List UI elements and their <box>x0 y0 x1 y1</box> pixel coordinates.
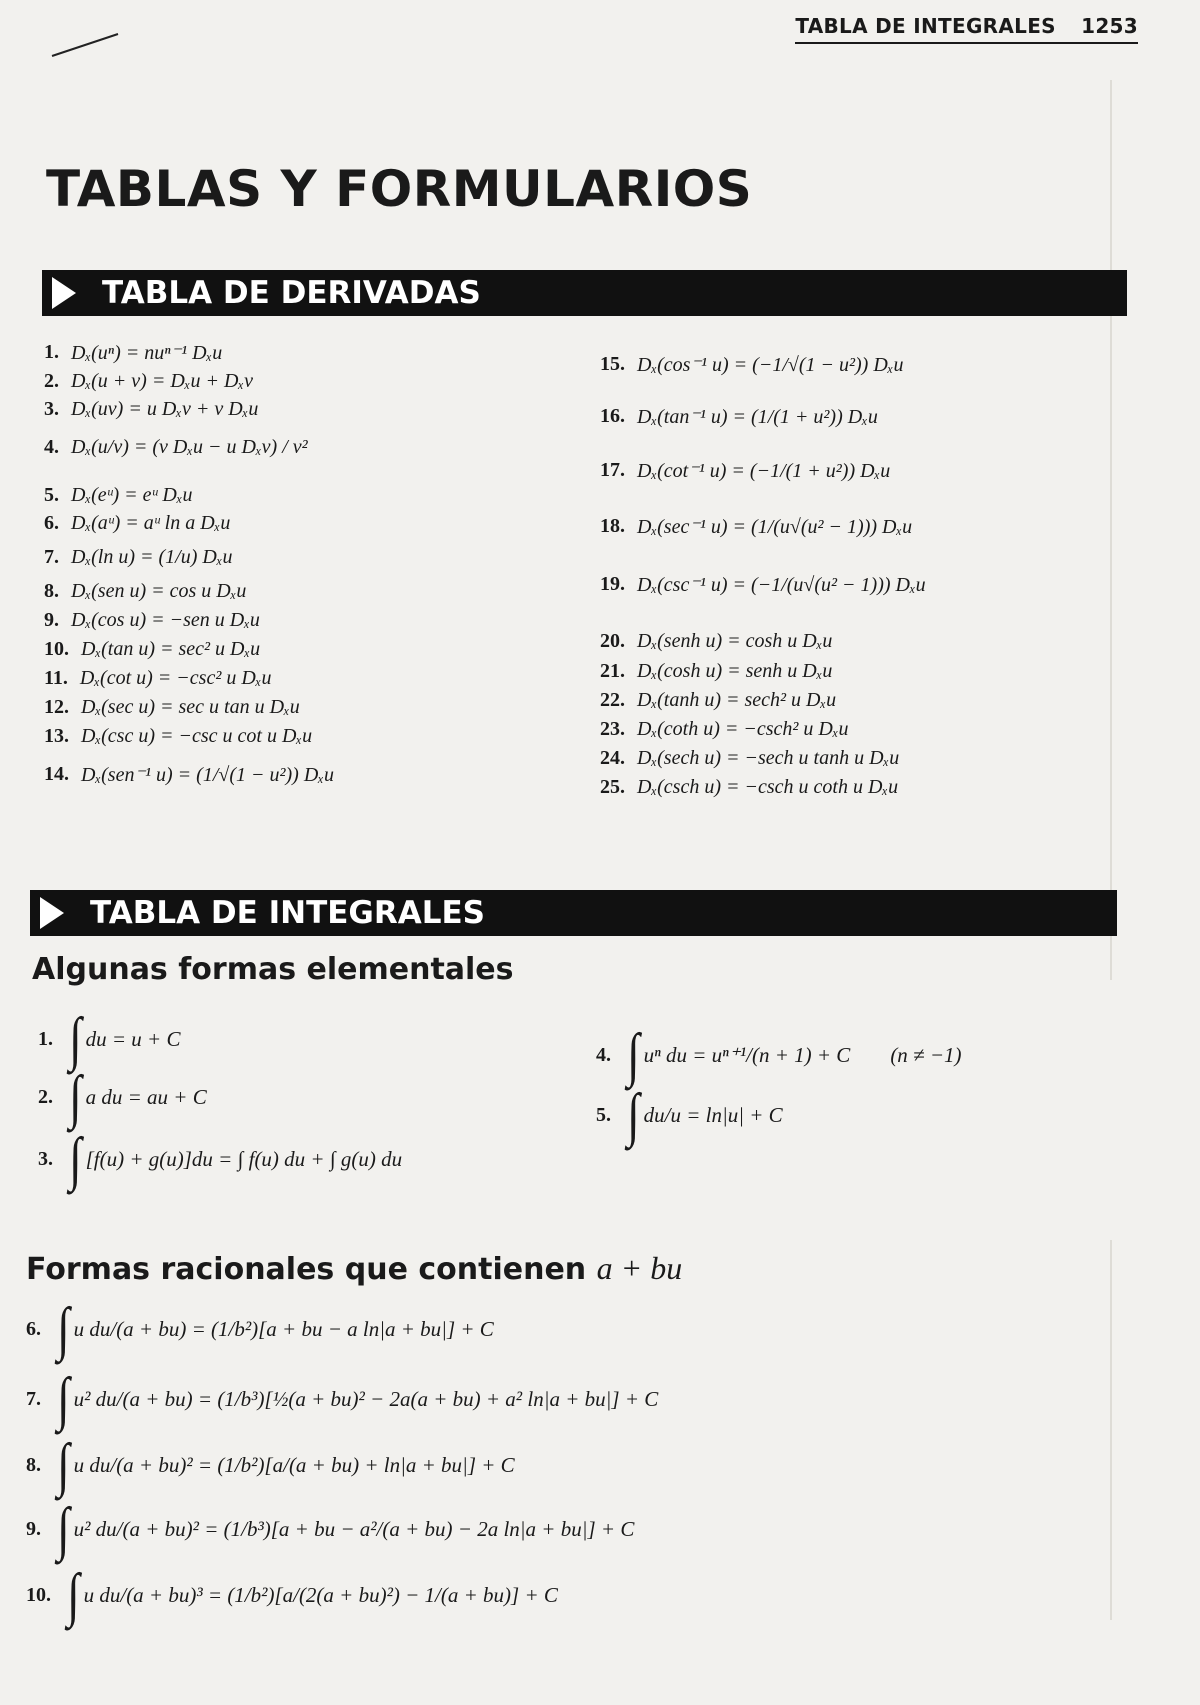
integral-sign-icon: ∫ <box>69 1063 82 1130</box>
arrow-icon <box>40 897 64 929</box>
formula-expression: a du = au + C <box>85 1084 207 1109</box>
formula-number: 1. <box>38 1027 53 1050</box>
formula-number: 22. <box>600 689 625 711</box>
formula-expression: Dₓ(csc⁻¹ u) = (−1/(u√(u² − 1))) Dₓu <box>637 574 926 596</box>
formula-number: 3. <box>44 398 59 420</box>
formula-expression: Dₓ(eᵘ) = eᵘ Dₓu <box>71 484 193 506</box>
formula-expression: Dₓ(sech u) = −sech u tanh u Dₓu <box>637 747 900 769</box>
derivative-formula <box>44 512 230 535</box>
formula-expression: Dₓ(csch u) = −csch u coth u Dₓu <box>637 776 899 798</box>
derivative-formula <box>600 352 903 377</box>
section-title-integrals: TABLA DE INTEGRALES <box>90 895 485 931</box>
derivative-formula <box>44 398 258 421</box>
formula-expression: u² du/(a + bu)² = (1/b³)[a + bu − a²/(a + bu) − 2a ln|a + bu|] + C <box>73 1516 635 1541</box>
formula-expression: Dₓ(sen u) = cos u Dₓu <box>71 580 247 602</box>
derivative-formula <box>44 340 222 365</box>
formula-expression: du = u + C <box>85 1026 181 1051</box>
derivative-formula <box>44 638 260 661</box>
formula-number: 16. <box>600 405 625 427</box>
formula-expression: Dₓ(cot⁻¹ u) = (−1/(1 + u²)) Dₓu <box>637 460 891 482</box>
formula-number: 5. <box>596 1103 611 1126</box>
derivative-formula <box>44 580 246 603</box>
derivative-formula <box>44 696 300 719</box>
formula-expression: Dₓ(cos⁻¹ u) = (−1/√(1 − u²)) Dₓu <box>637 354 904 376</box>
formula-number: 10. <box>26 1583 51 1606</box>
formula-expression: Dₓ(sec⁻¹ u) = (1/(u√(u² − 1))) Dₓu <box>637 516 913 538</box>
formula-expression: u² du/(a + bu) = (1/b³)[½(a + bu)² − 2a(a + bu) + a² ln|a + bu|] + C <box>73 1386 659 1411</box>
integral-sign-icon: ∫ <box>57 1495 70 1562</box>
formula-number: 8. <box>44 580 59 602</box>
show-through-text <box>50 80 62 120</box>
formula-number: 21. <box>600 660 625 682</box>
formula-condition: (n ≠ −1) <box>890 1042 962 1067</box>
derivative-formula <box>44 484 193 507</box>
pen-mark <box>50 30 120 58</box>
integral-sign-icon: ∫ <box>627 1021 640 1088</box>
formula-expression: Dₓ(cot u) = −csc² u Dₓu <box>79 667 272 689</box>
formula-expression: Dₓ(ln u) = (1/u) Dₓu <box>71 546 233 568</box>
formula-number: 23. <box>600 718 625 740</box>
formula-number: 2. <box>44 370 59 392</box>
formula-number: 15. <box>600 353 625 375</box>
formula-expression: Dₓ(sec u) = sec u tan u Dₓu <box>81 696 300 718</box>
derivative-formula <box>44 609 260 632</box>
formula-number: 3. <box>38 1147 53 1170</box>
integral-sign-icon: ∫ <box>69 1005 82 1072</box>
derivative-formula <box>44 370 253 393</box>
formula-number: 1. <box>44 341 59 363</box>
integral-formula <box>26 1365 659 1432</box>
formula-expression: Dₓ(u + v) = Dₓu + Dₓv <box>71 370 253 392</box>
formula-number: 18. <box>600 515 625 537</box>
running-header <box>795 14 1138 44</box>
derivative-formula <box>44 762 334 787</box>
formula-number: 9. <box>26 1517 41 1540</box>
formula-expression: Dₓ(tan⁻¹ u) = (1/(1 + u²)) Dₓu <box>637 406 878 428</box>
formula-number: 4. <box>596 1043 611 1066</box>
formula-number: 20. <box>600 630 625 652</box>
integral-formula <box>38 1125 403 1192</box>
page-title: TABLAS Y FORMULARIOS <box>46 160 753 218</box>
formula-number: 25. <box>600 776 625 798</box>
formula-number: 13. <box>44 725 69 747</box>
subsection-title-rational-text: Formas racionales que contienen <box>26 1252 587 1287</box>
formula-expression: u du/(a + bu)³ = (1/b²)[a/(2(a + bu)²) − 1/(a + bu)] + C <box>83 1582 558 1607</box>
formula-number: 24. <box>600 747 625 769</box>
running-header-title: TABLA DE INTEGRALES <box>795 14 1056 38</box>
formula-expression: uⁿ du = uⁿ⁺¹/(n + 1) + C <box>643 1042 851 1067</box>
formula-expression: Dₓ(tan u) = sec² u Dₓu <box>81 638 261 660</box>
formula-number: 17. <box>600 459 625 481</box>
formula-number: 2. <box>38 1085 53 1108</box>
formula-number: 8. <box>26 1453 41 1476</box>
formula-expression: Dₓ(uv) = u Dₓv + v Dₓu <box>71 398 259 420</box>
formula-number: 5. <box>44 484 59 506</box>
formula-expression: u du/(a + bu) = (1/b²)[a + bu − a ln|a + bu|] + C <box>73 1316 494 1341</box>
formula-expression: Dₓ(senh u) = cosh u Dₓu <box>637 630 833 652</box>
formula-expression: Dₓ(u/v) = (v Dₓu − u Dₓv) / v² <box>71 436 308 458</box>
formula-number: 14. <box>44 763 69 785</box>
formula-number: 19. <box>600 573 625 595</box>
derivative-formula <box>600 718 849 741</box>
derivative-formula <box>600 458 890 483</box>
integral-formula <box>26 1295 494 1362</box>
integral-formula <box>38 1005 181 1072</box>
subsection-title-rational-math: a + bu <box>596 1250 683 1286</box>
formula-expression: Dₓ(cosh u) = senh u Dₓu <box>637 660 833 682</box>
formula-number: 10. <box>44 638 69 660</box>
derivative-formula <box>44 436 308 459</box>
formula-expression: Dₓ(coth u) = −csch² u Dₓu <box>637 718 849 740</box>
formula-number: 6. <box>26 1317 41 1340</box>
derivative-formula <box>600 404 878 429</box>
page-number: 1253 <box>1081 14 1138 38</box>
integral-formula <box>26 1495 635 1562</box>
derivative-formula <box>600 776 898 799</box>
integral-sign-icon: ∫ <box>67 1561 80 1628</box>
formula-number: 12. <box>44 696 69 718</box>
integral-formula <box>596 1081 783 1148</box>
subsection-title-rational <box>26 1250 682 1287</box>
formula-expression: Dₓ(aᵘ) = aᵘ ln a Dₓu <box>71 512 231 534</box>
formula-number: 9. <box>44 609 59 631</box>
derivative-formula <box>44 725 312 748</box>
subsection-title-elementary: Algunas formas elementales <box>32 952 514 987</box>
formula-number: 6. <box>44 512 59 534</box>
integral-formula <box>26 1561 558 1628</box>
integral-formula <box>596 1021 962 1088</box>
formula-number: 11. <box>44 667 68 689</box>
formula-expression: u du/(a + bu)² = (1/b²)[a/(a + bu) + ln|a + bu|] + C <box>73 1452 515 1477</box>
show-through-rule <box>1110 80 1112 980</box>
integral-formula <box>38 1063 207 1130</box>
derivative-formula <box>600 747 899 770</box>
formula-expression: [f(u) + g(u)]du = ∫ f(u) du + ∫ g(u) du <box>85 1146 403 1171</box>
derivative-formula <box>600 660 832 683</box>
formula-number: 7. <box>26 1387 41 1410</box>
integral-sign-icon: ∫ <box>69 1125 82 1192</box>
derivative-formula <box>600 630 832 653</box>
derivative-formula <box>44 546 233 569</box>
derivative-formula <box>600 514 912 539</box>
arrow-icon <box>52 277 76 309</box>
integral-formula <box>26 1431 515 1498</box>
section-title-derivatives: TABLA DE DERIVADAS <box>102 275 481 311</box>
formula-number: 7. <box>44 546 59 568</box>
integral-sign-icon: ∫ <box>57 1365 70 1432</box>
section-bar-derivatives <box>42 270 1127 316</box>
formula-expression: Dₓ(csc u) = −csc u cot u Dₓu <box>81 725 313 747</box>
formula-expression: Dₓ(uⁿ) = nuⁿ⁻¹ Dₓu <box>71 342 223 364</box>
formula-number: 4. <box>44 436 59 458</box>
derivative-formula <box>600 572 926 597</box>
show-through-rule <box>1110 1240 1112 1620</box>
derivative-formula <box>600 689 836 712</box>
formula-expression: du/u = ln|u| + C <box>643 1102 783 1127</box>
formula-expression: Dₓ(tanh u) = sech² u Dₓu <box>637 689 837 711</box>
formula-expression: Dₓ(cos u) = −sen u Dₓu <box>71 609 260 631</box>
derivative-formula <box>44 667 271 690</box>
integral-sign-icon: ∫ <box>57 1431 70 1498</box>
integral-sign-icon: ∫ <box>627 1081 640 1148</box>
integral-sign-icon: ∫ <box>57 1295 70 1362</box>
formula-expression: Dₓ(sen⁻¹ u) = (1/√(1 − u²)) Dₓu <box>81 764 334 786</box>
section-bar-integrals <box>30 890 1117 936</box>
